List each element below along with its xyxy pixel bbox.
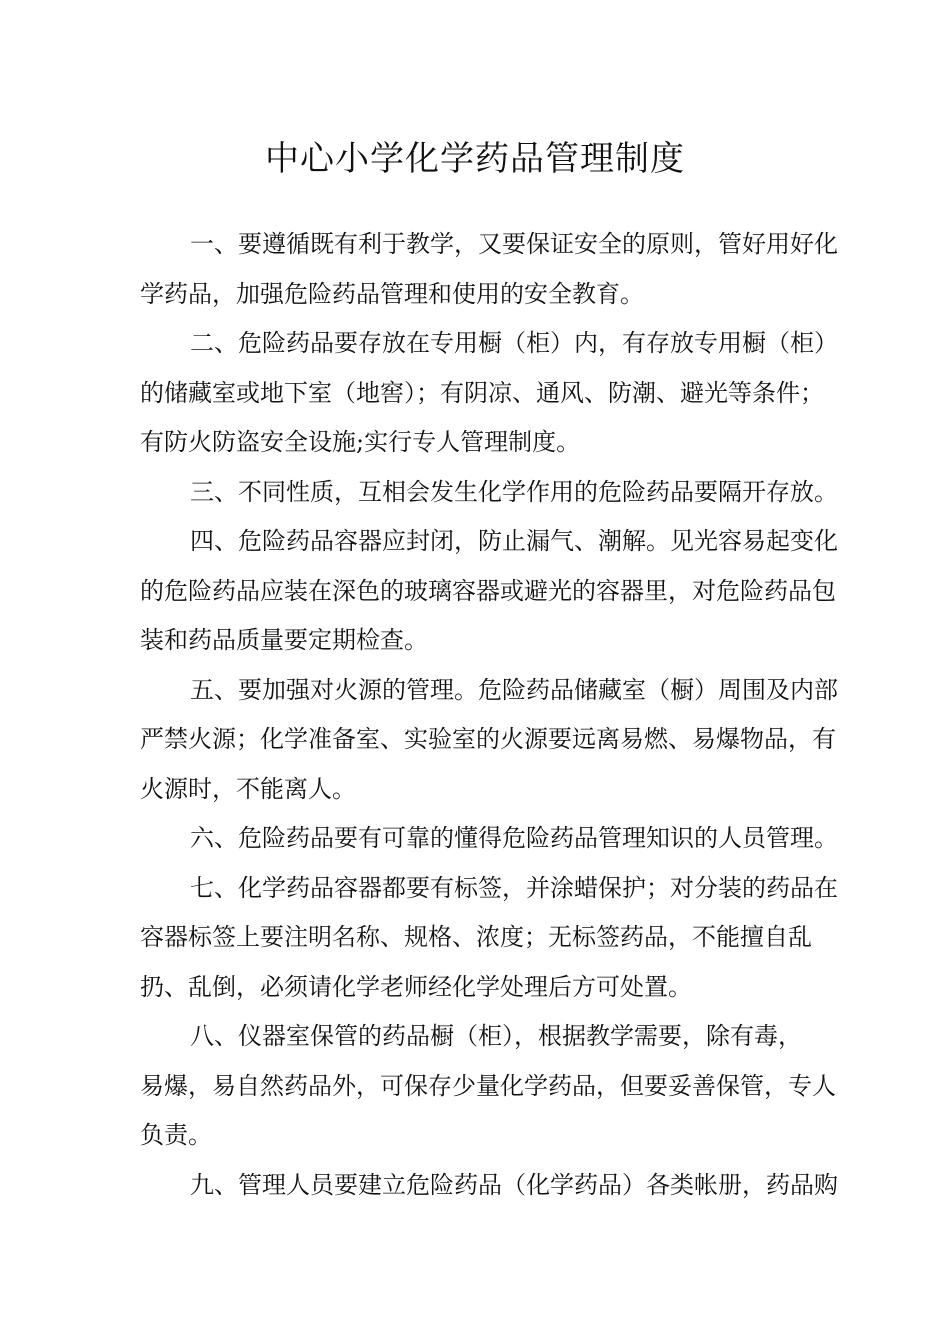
paragraph-9 — [140, 1161, 838, 1211]
paragraph-line: 扔、乱倒，必须请化学老师经化学处理后方可处置。 — [140, 972, 692, 1001]
paragraph-line: 学药品，加强危险药品管理和使用的安全教育。 — [140, 279, 644, 308]
paragraph-line: 易爆，易自然药品外，可保存少量化学药品，但要妥善保管，专人 — [140, 1071, 836, 1100]
paragraph-line: 严禁火源；化学准备室、实验室的火源要远离易燃、易爆物品，有 — [140, 725, 836, 753]
paragraph-line: 二、危险药品要存放在专用橱（柜）内，有存放专用橱（柜） — [190, 329, 838, 357]
paragraph-8 — [140, 1012, 836, 1161]
paragraph-5 — [140, 666, 838, 815]
paragraph-line: 九、管理人员要建立危险药品（化学药品）各类帐册，药品购 — [190, 1170, 838, 1199]
paragraph-2 — [140, 319, 838, 468]
paragraph-1 — [140, 220, 838, 319]
document-body — [140, 220, 838, 1210]
paragraph-line: 八、仪器室保管的药品橱（柜），根据教学需要，除有毒， — [190, 1022, 802, 1050]
paragraph-6 — [140, 814, 838, 864]
page-title: 中心小学化学药品管理制度 — [265, 139, 685, 179]
paragraph-line: 有防火防盗安全设施;实行专人管理制度。 — [140, 428, 581, 456]
paragraph-line: 一、要遵循既有利于教学，又要保证安全的原则，管好用好化 — [190, 230, 838, 258]
paragraph-line: 五、要加强对火源的管理。危险药品储藏室（橱）周围及内部 — [190, 675, 838, 704]
paragraph-line: 火源时，不能离人。 — [140, 774, 356, 803]
paragraph-line: 六、危险药品要有可靠的懂得危险药品管理知识的人员管理。 — [190, 824, 838, 852]
paragraph-line: 负责。 — [140, 1121, 212, 1149]
paragraph-4 — [140, 517, 838, 666]
paragraph-line: 的储藏室或地下室（地窖）；有阴凉、通风、防潮、避光等条件； — [140, 378, 824, 407]
paragraph-line: 四、危险药品容器应封闭，防止漏气、潮解。见光容易起变化 — [190, 527, 838, 555]
paragraph-line: 装和药品质量要定期检查。 — [140, 626, 428, 654]
paragraph-line: 三、不同性质，互相会发生化学作用的危险药品要隔开存放。 — [190, 477, 838, 506]
paragraph-line: 容器标签上要注明名称、规格、浓度；无标签药品，不能擅自乱 — [140, 923, 812, 951]
paragraph-7 — [140, 864, 838, 1013]
paragraph-line: 七、化学药品容器都要有标签，并涂蜡保护；对分装的药品在 — [190, 873, 838, 902]
paragraph-3 — [140, 468, 838, 518]
paragraph-line: 的危险药品应装在深色的玻璃容器或避光的容器里，对危险药品包 — [140, 576, 836, 605]
